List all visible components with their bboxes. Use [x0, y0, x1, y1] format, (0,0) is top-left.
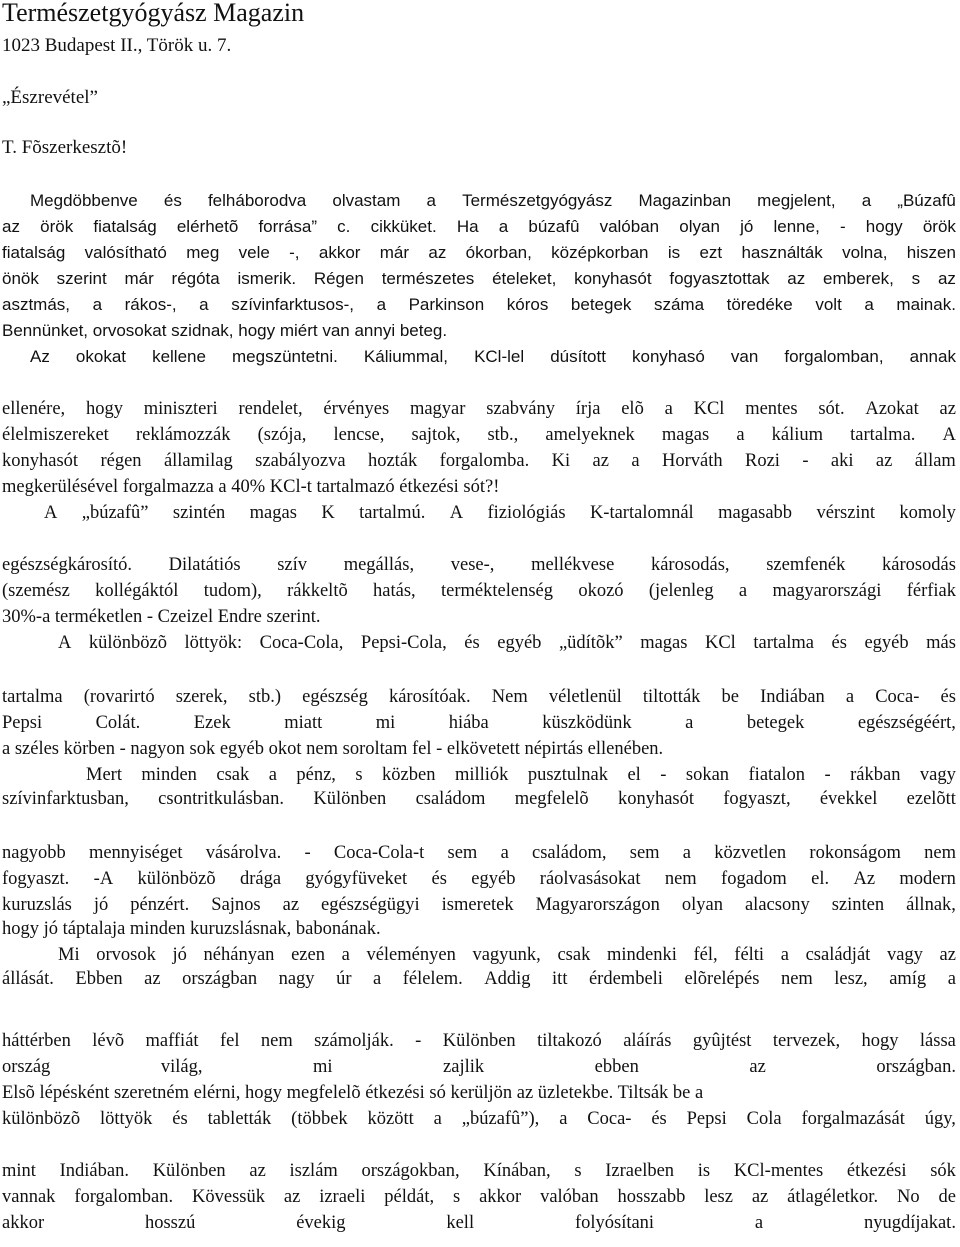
body-line: hogy jó táptalaja minden kuruzslásnak, babonának. [2, 919, 381, 939]
body-line: állását. Ebben az országban nagy úr a félelem. Addig itt érdembeli elõrelépés nem lesz, amíg a [2, 969, 956, 989]
body-line: 30%-a terméketlen - Czeizel Endre szerint. [2, 607, 321, 627]
body-line: Mi orvosok jó néhányan ezen a véleményen vagyunk, csak mindenki fél, félti a családját vagy az [58, 945, 956, 965]
body-line: az örök fiatalság elérhetõ forrása” c. cikküket. Ha a búzafû valóban olyan jó lenne, - hogy örök [2, 217, 956, 236]
body-line: Bennünket, orvosokat szidnak, hogy miért van annyi beteg. [2, 321, 448, 340]
body-line: megkerülésével forgalmazza a 40% KCl-t tartalmazó étkezési sót?! [2, 477, 500, 497]
magazine-title: Természetgyógyász Magazin [2, 0, 305, 27]
body-line: (szemész kollégáktól tudom), rákkeltõ hatás, terméktelenség okozó (jelenleg a magyarországi férfiak [2, 581, 956, 601]
body-line: Megdöbbenve és felháborodva olvastam a Természetgyógyász Magazinban megjelent, a „Búzafû [30, 191, 956, 210]
body-line: tartalma (rovarirtó szerek, stb.) egészség károsítóak. Nem véletlenül tiltották be Indiában a Coca- és [2, 687, 956, 707]
body-line: különbözõ löttyök és tabletták (többek között a „búzafû”), a Coca- és Pepsi Cola forgalmazását úgy, [2, 1109, 956, 1129]
body-line: vannak forgalomban. Kövessük az izraeli példát, s akkor valóban hosszabb lesz az átlagéletkor. No de [2, 1187, 956, 1207]
letter-heading: „Észrevétel” [2, 87, 98, 108]
magazine-address: 1023 Budapest II., Török u. 7. [2, 35, 232, 56]
body-line: akkor hosszú évekig kell folyósítani a nyugdíjakat. [2, 1213, 956, 1233]
body-line: fiatalság valósítható meg vele -, akkor már az ókorban, középkorban is ezt használták volna, hiszen [2, 243, 956, 262]
body-line: A „búzafû” szintén magas K tartalmú. A fiziológiás K-tartalomnál magasabb vérszint komoly [44, 503, 956, 523]
body-line: Az okokat kellene megszüntetni. Káliummal, KCl-lel dúsított konyhasó van forgalomban, annak [30, 347, 956, 366]
body-line: háttérben lévõ maffiát fel nem számolják. - Különben tiltakozó aláírás gyûjtést tervezek, hogy lássa [2, 1031, 956, 1051]
body-line: ellenére, hogy miniszteri rendelet, érvényes magyar szabvány írja elõ a KCl mentes sót. Azokat az [2, 399, 956, 419]
body-line: A különbözõ löttyök: Coca-Cola, Pepsi-Cola, és egyéb „üdítõk” magas KCl tartalma és egyéb más [58, 633, 956, 653]
body-line: mint Indiában. Különben az iszlám országokban, Kínában, s Izraelben is KCl-mentes étkezési sók [2, 1161, 956, 1181]
body-line: Mert minden csak a pénz, s közben milliók pusztulnak el - sokan fiatalon - rákban vagy [86, 765, 956, 785]
body-line: fogyaszt. -A különbözõ drága gyógyfüveket és egyéb ráolvasásokat nem fogadom el. Az modern [2, 869, 956, 889]
body-line: szívinfarktusban, csontritkulásban. Különben családom megfelelõ konyhasót fogyaszt, évekkel ezelõtt [2, 789, 956, 809]
body-line: egészségkárosító. Dilatátiós szív megállás, vese-, mellékvese károsodás, szemfenék károsodás [2, 555, 956, 575]
body-line: asztmás, a rákos-, a szívinfarktusos-, a Parkinson kóros betegek száma töredéke volt a mainak. [2, 295, 956, 314]
body-line: a széles körben - nagyon sok egyéb okot nem soroltam fel - elkövetett népirtás ellenében. [2, 739, 664, 759]
body-line: önök szerint már régóta ismerik. Régen természetes ételeket, konyhasót fogyasztottak az emberek, s az [2, 269, 956, 288]
body-line: Pepsi Colát. Ezek miatt mi hiába küszködünk a betegek egészségéért, [2, 713, 956, 733]
body-line: élelmiszereket reklámozzák (szója, lencse, sajtok, stb., amelyeknek magas a kálium tartalma. A [2, 425, 956, 445]
body-line: ország világ, mi zajlik ebben az országban. [2, 1057, 956, 1077]
salutation: T. Fõszerkesztõ! [2, 137, 128, 158]
body-line: kuruzslás jó pénzért. Sajnos az egészségügyi ismeretek Magyarországon olyan alacsony szinten állnak, [2, 895, 956, 915]
body-line: nagyobb mennyiséget vásárolva. - Coca-Cola-t sem a családom, sem a közvetlen rokonságom nem [2, 843, 956, 863]
body-line: Elsõ lépésként szeretném elérni, hogy megfelelõ étkezési só kerüljön az üzletekbe. Tiltsák be a [2, 1083, 704, 1103]
body-line: konyhasót régen államilag szabályozva hozták forgalomba. Ki az a Horváth Rozi - aki az állam [2, 451, 956, 471]
